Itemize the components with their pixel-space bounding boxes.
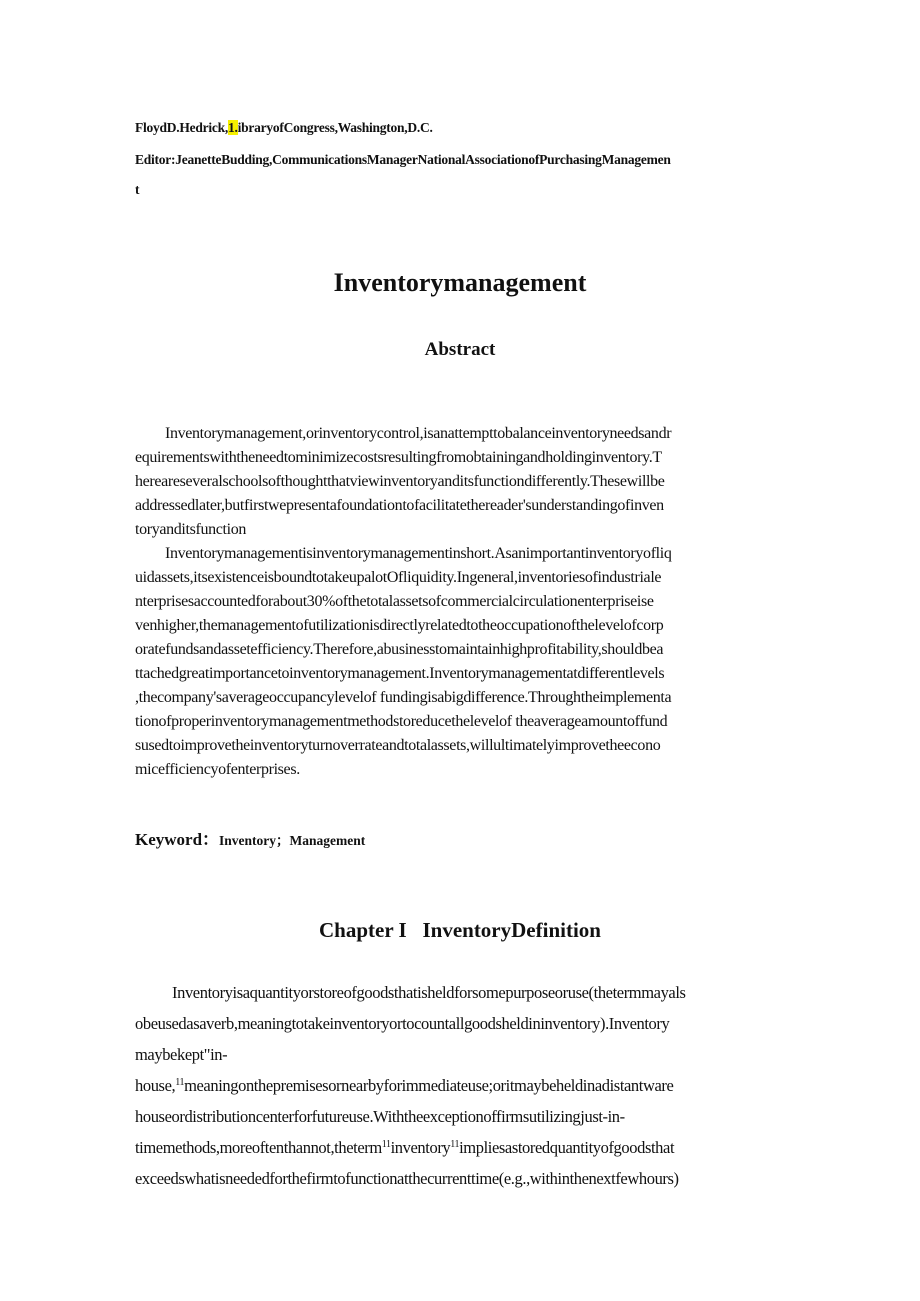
abstract-line: susedtoimprovetheinventoryturnoverrateandtotalassets,willultimatelyimprovetheecono: [135, 737, 661, 754]
chapter-line: houseordistributioncenterforfutureuse.Withtheexceptionoffirmsutilizingjust-in-: [135, 1107, 625, 1126]
abstract-line: micefficiencyofenterprises.: [135, 761, 300, 778]
abstract-line: equirementswiththeneedtominimizecostsresultingfromobtainingandholdinginventory.T: [135, 449, 662, 466]
chapter-line: Inventoryisaquantityorstoreofgoodsthatisheldforsomepurposeoruse(thetermmayals: [172, 983, 686, 1002]
chapter-line: timemethods,moreoftenthannot,theterm$^{11}$inventory$^{11}$impliesastoredquantityofgoodsthat: [135, 1138, 675, 1157]
highlighted-text: 1.: [228, 120, 238, 135]
abstract-line: ,thecompany'saverageoccupancylevelof fundingisabigdifference.Throughtheimplementa: [135, 689, 672, 706]
author-affiliation: ibraryofCongress,Washington,D.C.: [237, 120, 433, 135]
chapter-line: maybekept"in-: [135, 1045, 228, 1064]
keyword-line: [135, 825, 365, 850]
superscript: 11: [450, 1139, 460, 1150]
author-name: FloydD.Hedrick,: [135, 120, 228, 135]
abstract-line: tionofproperinventorymanagementmethodstoreducethelevelof theaverageamountoffund: [135, 713, 668, 730]
abstract-line: ttachedgreatimportancetoinventorymanagement.Inventorymanagementatdifferentlevels: [135, 665, 665, 682]
chapter-line: obeusedasaverb,meaningtotakeinventoryortocountallgoodsheldininventory).Inventory: [135, 1014, 670, 1033]
keyword-terms: Inventory；Management: [219, 833, 366, 848]
keyword-label: Keyword：: [135, 830, 220, 849]
chapter-line: exceedswhatisneededforthefirmtofunctionatthecurrenttime(e.g.,withinthenextfewhours): [135, 1169, 679, 1188]
chapter-line: house,$^{11}$meaningonthepremisesornearbyforimmediateuse;oritmaybeheldinadistantware: [135, 1076, 674, 1095]
abstract-line: oratefundsandassetefficiency.Therefore,abusinesstomaintainhighprofitability,shouldbea: [135, 641, 664, 658]
abstract-heading: Abstract: [424, 339, 496, 360]
abstract-line: Inventorymanagement,orinventorycontrol,isanattempttobalanceinventoryneedsandr: [165, 425, 672, 442]
abstract-line: hereareseveralschoolsofthoughtthatviewinventoryanditsfunctiondifferently.Thesewillbe: [135, 473, 665, 490]
editor-line: Editor:JeanetteBudding,CommunicationsManagerNationalAssociationofPurchasingManagemen: [135, 152, 671, 167]
abstract-line: Inventorymanagementisinventorymanagementinshort.Asanimportantinventoryofliq: [165, 545, 672, 562]
editor-line-continued: t: [135, 182, 140, 197]
abstract-line: uidassets,itsexistenceisboundtotakeupalotOfliquidity.Ingeneral,inventoriesofindustriale: [135, 569, 662, 586]
superscript: 11: [381, 1139, 391, 1150]
page-title: Inventorymanagement: [333, 268, 587, 297]
superscript: 11: [175, 1077, 185, 1088]
abstract-line: nterprisesaccountedforabout30%ofthetotalassetsofcommercialcirculationenterpriseise: [135, 593, 654, 610]
chapter-heading: Chapter I InventoryDefinition: [319, 918, 601, 942]
abstract-line: venhigher,themanagementofutilizationisdirectlyrelatedtotheoccupationofthelevelofcorp: [135, 617, 664, 634]
abstract-line: toryanditsfunction: [135, 521, 247, 538]
abstract-line: addressedlater,butfirstwepresentafoundationtofacilitatethereader'sunderstandingofinven: [135, 497, 664, 514]
author-line: [135, 120, 433, 136]
